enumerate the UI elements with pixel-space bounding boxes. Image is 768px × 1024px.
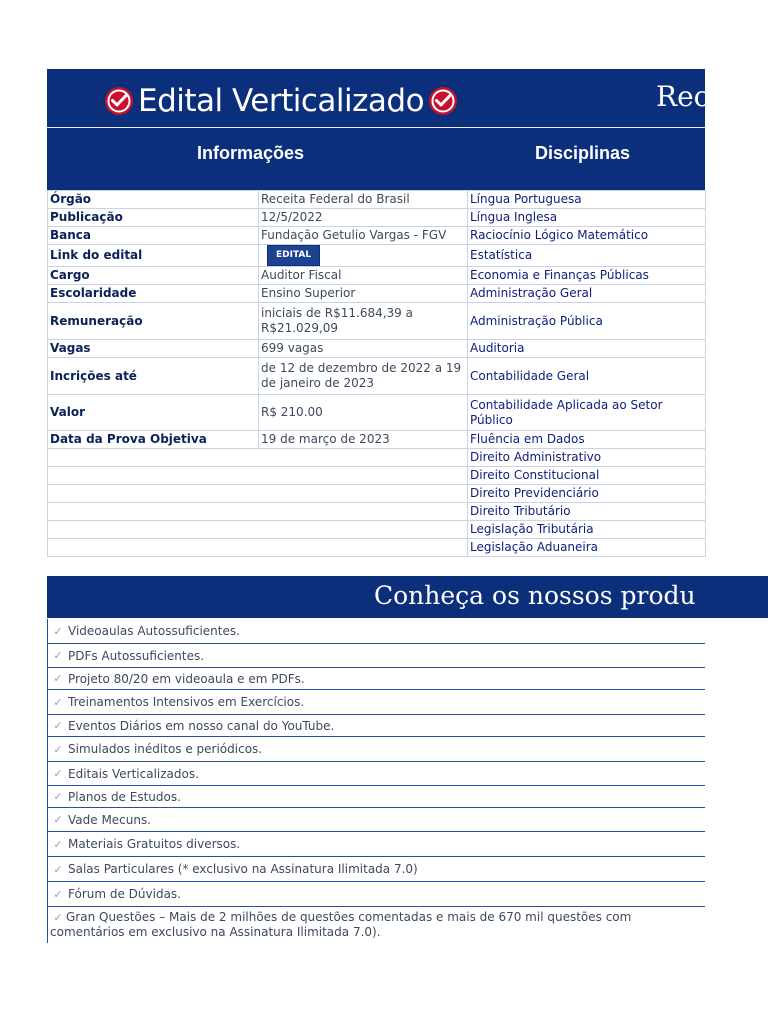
disciplina-item: Direito Tributário (468, 503, 706, 521)
title-text: Edital Verticalizado (138, 83, 425, 119)
disciplina-item: Língua Inglesa (468, 209, 706, 227)
checkmark-icon: ✓ (53, 911, 63, 924)
row-value: iniciais de R$11.684,39 a R$21.029,09 (259, 303, 468, 340)
list-item (47, 715, 705, 737)
product-label: Videoaulas Autossuficientes. (68, 624, 240, 638)
header-right-title: Rec (656, 80, 710, 113)
header-divider (47, 127, 705, 128)
row-label: Escolaridade (48, 285, 259, 303)
product-label: PDFs Autossuficientes. (68, 648, 205, 663)
product-label: Materiais Gratuitos diversos. (68, 837, 241, 851)
row-value: de 12 de dezembro de 2022 a 19 de janeiro de 2023 (259, 358, 468, 395)
checkmark-icon: ✓ (53, 624, 63, 638)
list-item (47, 907, 705, 943)
row-label: Remuneração (48, 303, 259, 340)
table-row (48, 449, 706, 467)
disciplina-item: Economia e Finanças Públicas (468, 267, 706, 285)
empty-cell (48, 521, 468, 539)
disciplina-item: Direito Constitucional (468, 467, 706, 485)
row-label: Link do edital (48, 245, 259, 267)
list-item (47, 762, 705, 786)
disciplina-item: Língua Portuguesa (468, 191, 706, 209)
list-item (47, 737, 705, 762)
product-label: Fórum de Dúvidas. (68, 887, 181, 901)
check-badge-icon (428, 86, 458, 116)
product-label: Simulados inéditos e periódicos. (68, 742, 263, 756)
row-value: Ensino Superior (259, 285, 468, 303)
disciplina-item: Administração Geral (468, 285, 706, 303)
row-label: Cargo (48, 267, 259, 285)
product-label: Salas Particulares (* exclusivo na Assinatura Ilimitada 7.0) (68, 862, 418, 876)
row-value: Receita Federal do Brasil (259, 191, 468, 209)
disciplina-item: Direito Administrativo (468, 449, 706, 467)
table-row (48, 303, 706, 340)
row-label: Vagas (48, 340, 259, 358)
column-header-informacoes: Informações (197, 143, 305, 163)
table-row (48, 267, 706, 285)
row-label: Valor (48, 395, 259, 431)
list-item (47, 644, 705, 668)
product-label: Vade Mecuns. (68, 812, 152, 827)
table-row (48, 431, 706, 449)
disciplina-item: Raciocínio Lógico Matemático (468, 227, 706, 245)
checkmark-icon: ✓ (53, 790, 63, 803)
row-value: 12/5/2022 (259, 209, 468, 227)
row-label: Órgão (48, 191, 259, 209)
info-table (47, 190, 706, 557)
table-row (48, 245, 706, 267)
disciplina-item: Contabilidade Geral (468, 358, 706, 395)
product-label: Eventos Diários em nosso canal do YouTube. (68, 718, 335, 733)
table-row (48, 485, 706, 503)
empty-cell (48, 539, 468, 557)
list-item (47, 882, 705, 907)
list-item (47, 619, 705, 644)
row-label: Banca (48, 227, 259, 245)
row-value: Auditor Fiscal (259, 267, 468, 285)
check-badge-icon (104, 86, 134, 116)
empty-cell (48, 503, 468, 521)
disciplina-item: Legislação Aduaneira (468, 539, 706, 557)
row-value: R$ 210.00 (259, 395, 468, 431)
column-header-disciplinas: Disciplinas (535, 143, 631, 163)
row-label: Publicação (48, 209, 259, 227)
disciplina-item: Legislação Tributária (468, 521, 706, 539)
table-row (48, 191, 706, 209)
checkmark-icon: ✓ (53, 767, 63, 780)
row-label: Incrições até (48, 358, 259, 395)
empty-cell (48, 449, 468, 467)
checkmark-icon: ✓ (53, 837, 63, 851)
product-label: Planos de Estudos. (68, 789, 181, 804)
disciplina-item: Fluência em Dados (468, 431, 706, 449)
list-item (47, 808, 705, 832)
disciplina-item: Direito Previdenciário (468, 485, 706, 503)
checkmark-icon: ✓ (53, 719, 63, 732)
table-row (48, 503, 706, 521)
row-value: 699 vagas (259, 340, 468, 358)
table-row (48, 539, 706, 557)
empty-cell (48, 467, 468, 485)
list-item (47, 786, 705, 808)
table-row (48, 521, 706, 539)
disciplina-item: Estatística (468, 245, 706, 267)
product-label: Treinamentos Intensivos em Exercícios. (68, 695, 305, 709)
checkmark-icon: ✓ (53, 695, 63, 709)
row-value: Fundação Getulio Vargas - FGV (259, 227, 468, 245)
checkmark-icon: ✓ (53, 887, 63, 901)
list-item (47, 690, 705, 715)
product-label: Projeto 80/20 em videoaula e em PDFs. (68, 671, 305, 686)
document-title (104, 82, 458, 120)
disciplina-item: Administração Pública (468, 303, 706, 340)
product-label: Editais Verticalizados. (68, 766, 199, 781)
empty-cell (48, 485, 468, 503)
checkmark-icon: ✓ (53, 742, 63, 756)
table-row (48, 467, 706, 485)
row-label: Data da Prova Objetiva (48, 431, 259, 449)
product-label: Gran Questões – Mais de 2 milhões de questões comentadas e mais de 670 mil questões com comentários em exclusivo na Assinatura Ilimitada 7.0). (50, 910, 632, 939)
checkmark-icon: ✓ (53, 862, 63, 876)
edital-link-button[interactable]: EDITAL (267, 245, 320, 266)
row-value: 19 de março de 2023 (259, 431, 468, 449)
list-item (47, 832, 705, 857)
products-header (47, 576, 768, 618)
table-row (48, 285, 706, 303)
table-row (48, 209, 706, 227)
table-row (48, 340, 706, 358)
products-title: Conheça os nossos produ (374, 581, 696, 610)
checkmark-icon: ✓ (53, 813, 63, 826)
disciplina-item: Auditoria (468, 340, 706, 358)
list-item (47, 668, 705, 690)
list-item (47, 857, 705, 882)
table-row (48, 395, 706, 431)
checkmark-icon: ✓ (53, 672, 63, 685)
table-row (48, 227, 706, 245)
table-row (48, 358, 706, 395)
checkmark-icon: ✓ (53, 649, 63, 662)
edital-link-cell (259, 245, 468, 267)
product-label-wrap (48, 907, 705, 940)
disciplina-item: Contabilidade Aplicada ao Setor Público (468, 395, 706, 431)
products-list (47, 619, 705, 943)
